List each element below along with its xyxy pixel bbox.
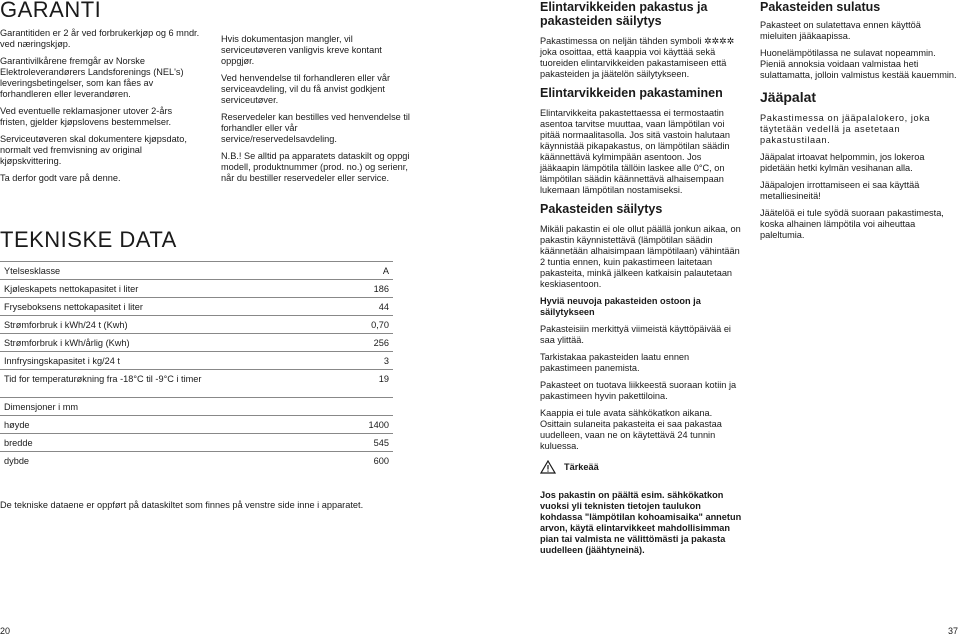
body-para: Pakasteisiin merkittyä viimeistä käyttöpäivää ei saa ylittää. xyxy=(540,324,731,345)
warning-label: Tärkeää xyxy=(564,462,599,472)
service-para: Reservedeler kan bestilles ved henvendelse til forhandler eller vår service/reservedelsavdeling. xyxy=(221,112,410,144)
garanti-para: Ved eventuelle reklamasjoner utover 2-års fristen, gjelder kjøpslovens bestemmelser. xyxy=(0,106,173,127)
body-para: Pakasteet on tuotava liikkeestä suoraan kotiin ja pakastimeen hyvin pakettiloina. xyxy=(540,380,737,401)
table-row: Ytelsesklasse A xyxy=(0,262,393,280)
section-heading: Pakasteiden säilytys xyxy=(540,202,663,216)
warning-row xyxy=(540,460,742,474)
body-para: Tarkistakaa pakasteiden laatu ennen pakastimeen panemista. xyxy=(540,352,690,373)
section-heading: Elintarvikkeiden pakastus ja pakasteiden säilytys xyxy=(540,0,708,28)
body-para: Pakastimessa on jääpalalokero, joka täytetään vedellä ja asetetaan pakastustilaan. xyxy=(760,113,931,145)
page-number-left: 20 xyxy=(0,626,11,636)
column-service xyxy=(221,34,416,190)
dimension-table xyxy=(0,397,393,469)
table-row: Kjøleskapets nettokapasitet i liter 186 xyxy=(0,280,393,298)
four-star-freezer-icon: ✲✲✲✲ xyxy=(703,36,735,46)
body-para: Kaappia ei tule avata sähkökatkon aikana. Osittain sulaneita pakasteita ei saa pakastaa uudelleen, vaan ne on käytettävä 24 tunnin kuluessa. xyxy=(540,408,722,451)
table-row: høyde 1400 xyxy=(0,416,393,434)
warning-icon xyxy=(540,460,556,474)
service-para: N.B.! Se alltid pa apparatets dataskilt og oppgi modell, produktnummer (prod. no.) og serienr, når du bestiller reservedeler eller service. xyxy=(221,151,410,183)
service-para: Hvis dokumentasjon mangler, vil serviceutøveren vanligvis kreve kontant oppgjør. xyxy=(221,34,382,66)
body-para: Elintarvikkeita pakastettaessa ei termostaatin asentoa tarvitse muuttaa, vaan lämpötilan voi pitää normaalitasolla. Jos sitä vastoin halutaan käynnistää pikapakastus, on lämpötilan säädin käännettävä kylmimpään asentoon. Jos jääkaapin lämpötila tällöin laskee alle 0°C, on lämpötilan säädin käännettävä alhaisempaan lukemaan lämpötilan nostamiseksi. xyxy=(540,108,730,195)
body-para: Mikäli pakastin ei ole ollut päällä jonkun aikaa, on pakastin käynnistettävä (lämpötilan säädin käännetään alhaisimpaan lämpötilaan) vähintään 2 tuntia ennen, kuin pakastimeen laitetaan pakasteita, minkä jälkeen katkaisin palautetaan keskiasentoon. xyxy=(540,224,741,289)
column-sulatus xyxy=(760,0,960,247)
column-garanti xyxy=(0,0,200,252)
body-para-bold: Hyviä neuvoja pakasteiden ostoon ja säilytykseen xyxy=(540,296,701,317)
body-para: Pakasteet on sulatettava ennen käyttöä mieluiten jääkaapissa. xyxy=(760,20,921,41)
table-row: Fryseboksens nettokapasitet i liter 44 xyxy=(0,298,393,316)
body-para: Huonelämpötilassa ne sulavat nopeammin. Pieniä annoksia voidaan valmistaa heti sulattamatta, jolloin valmistus kestää kauemmin. xyxy=(760,48,957,80)
warning-text: Jos pakastin on päältä esim. sähkökatkon vuoksi yli teknisten tietojen taulukon kohdassa "lämpötilan kohoamisaika" annetun arvon, käytä elintarvikkeet mahdollisimman pian tai valmista ne välittömästi ja pakasta uudelleen (jäähtyneinä). xyxy=(540,490,742,555)
table-row: Innfrysingskapasitet i kg/24 t 3 xyxy=(0,352,393,370)
garanti-para: Garantitiden er 2 år ved forbrukerkjøp og 6 mndr. ved næringskjøp. xyxy=(0,28,200,49)
garanti-para: Serviceutøveren skal dokumentere kjøpsdato, normalt ved fremvisning av original kjøpskvittering. xyxy=(0,134,187,166)
garanti-para: Garantivilkårene fremgår av Norske Elektroleverandørers Landsforenings (NEL's) leveringsbetingelser, som kan fåes av forhandleren eller leverandøren. xyxy=(0,56,184,99)
body-para: Jääpalojen irrottamiseen ei saa käyttää metalliesineitä! xyxy=(760,180,920,201)
table-row: Dimensjoner i mm xyxy=(0,398,393,416)
table-row: Tid for temperaturøkning fra -18°C til -9°C i timer 19 xyxy=(0,370,393,388)
table-row: dybde 600 xyxy=(0,452,393,470)
table-row: Strømforbruk i kWh/årlig (Kwh) 256 xyxy=(0,334,393,352)
body-para: Jääpalat irtoavat helpommin, jos lokeroa pidetään hetki kylmän vesihanan alla. xyxy=(760,152,925,173)
tekniske-title: TEKNISKE DATA xyxy=(0,227,177,252)
garanti-para: Ta derfor godt vare på denne. xyxy=(0,173,121,183)
text-span: Pakastimessa on neljän tähden symboli xyxy=(540,36,702,46)
body-para: Jäätelöä ei tule syödä suoraan pakastimesta, koska alhainen lämpötila voi aiheuttaa paleltumia. xyxy=(760,208,944,240)
section-heading: Jääpalat xyxy=(760,89,817,105)
garanti-title: GARANTI xyxy=(0,0,102,22)
spec-table xyxy=(0,261,393,387)
section-heading: Elintarvikkeiden pakastaminen xyxy=(540,86,723,100)
section-heading: Pakasteiden sulatus xyxy=(760,0,881,14)
text-span: joka osoittaa, että kaappia voi käyttää sekä tuoreiden elintarvikkeiden pakastamiseen että pakasteiden ja jäätelön säilytykseen. xyxy=(540,47,727,79)
table-row: bredde 545 xyxy=(0,434,393,452)
page-number-right: 37 xyxy=(947,626,958,636)
tekniske-footnote: De tekniske dataene er oppført på dataskiltet som finnes på venstre side inne i apparatet. xyxy=(0,500,364,510)
service-para: Ved henvendelse til forhandleren eller vår serviceavdeling, vil du få anvist godkjent serviceutøver. xyxy=(221,73,391,105)
table-row: Strømforbruk i kWh/24 t (Kwh) 0,70 xyxy=(0,316,393,334)
column-pakastus xyxy=(540,0,742,562)
